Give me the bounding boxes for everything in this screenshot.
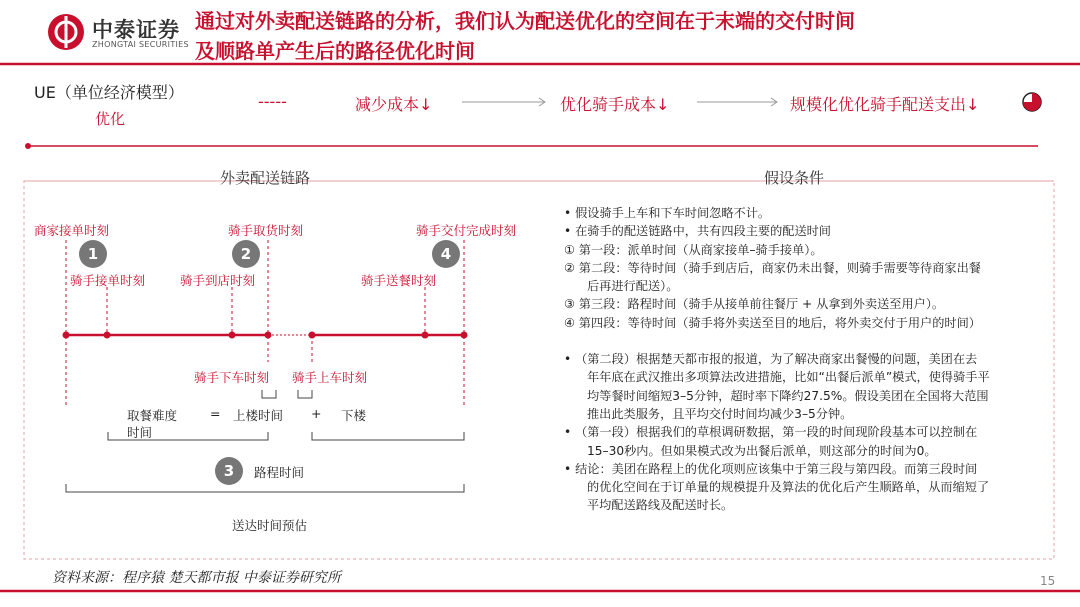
assumption-item: • 在骑手的配送链路中，共有四段主要的配送时间 xyxy=(564,224,831,239)
title-line-1: 通过对外卖配送链路的分析，我们认为配送优化的空间在于末端的交付时间 xyxy=(195,9,855,33)
eta-label: 送达时间预估 xyxy=(232,518,308,533)
flow-step-1: 减少成本↓ xyxy=(355,95,433,114)
difficulty-line-1: 取餐难度 xyxy=(127,408,178,423)
logo-text-en: ZHONGTAI SECURITIES xyxy=(92,40,189,49)
ue-divider-dot xyxy=(25,143,31,149)
assumption-item: 推出此类服务，且平均交付时间均减少3–5分钟。 xyxy=(587,406,853,421)
assumptions-list xyxy=(564,204,1044,515)
assumption-item: • （第二段）根据楚天都市报的报道，为了解决商家出餐慢的问题，美团在去 xyxy=(564,352,978,367)
label-rider-deliver: 骑手送餐时刻 xyxy=(361,273,437,288)
label-rider-off: 骑手下车时刻 xyxy=(194,370,270,385)
label-rider-on: 骑手上车时刻 xyxy=(292,370,368,385)
assumption-item: ② 第二段：等待时间（骑手到店后，商家仍未出餐，则骑手需要等待商家出餐 xyxy=(564,260,981,275)
assumption-item: • 结论：美团在路程上的优化项则应该集中于第三段与第四段。而第三段时间 xyxy=(564,461,978,476)
flow-step-3: 规模化优化骑手配送支出↓ xyxy=(790,95,980,114)
difficulty-line-2: 时间 xyxy=(127,425,153,440)
plus-sign: + xyxy=(311,406,322,421)
assumption-item: 均等餐时间缩短3–5分钟，超时率下降约27.5%。假设美团在全国将大范围 xyxy=(587,388,989,403)
logo-text-cn: 中泰证券 xyxy=(92,18,180,42)
page-title xyxy=(195,6,1065,66)
label-rider-pickup: 骑手取货时刻 xyxy=(228,223,304,238)
assumption-item: ① 第一段：派单时间（从商家接单–骑手接单）。 xyxy=(564,242,823,257)
route-time-label: 路程时间 xyxy=(254,465,305,480)
assumption-item: 的优化空间在于订单量的规模提升及算法的优化后产生顺路单，从而缩短了 xyxy=(587,480,990,495)
title-line-2: 及顺路单产生后的路径优化时间 xyxy=(195,39,475,63)
assumption-item: • （第一段）根据我们的草根调研数据，第一段的时间现阶段基本可以控制在 xyxy=(564,425,978,440)
assumption-item: 平均配送路线及配送时长。 xyxy=(587,498,734,513)
label-rider-complete: 骑手交付完成时刻 xyxy=(416,223,517,238)
step-2-badge: 2 xyxy=(232,240,260,268)
label-rider-accept: 骑手接单时刻 xyxy=(70,273,146,288)
chain-title: 外卖配送链路 xyxy=(220,169,311,187)
flow-step-2: 优化骑手成本↓ xyxy=(560,95,670,114)
assumption-item: • 假设骑手上车和下车时间忽略不计。 xyxy=(564,206,771,220)
equals-sign: = xyxy=(210,406,221,421)
step-4-badge: 4 xyxy=(432,240,460,268)
logo-icon xyxy=(46,12,86,52)
assumption-item: ③ 第三段：路程时间（骑手从接单前往餐厅 + 从拿到外卖送至用户）。 xyxy=(564,297,945,312)
assumption-item: 年年底在武汉推出多项算法改进措施，比如“出餐后派单”模式，使得骑手平 xyxy=(587,370,990,385)
page-number: 15 xyxy=(1040,574,1056,588)
source-note: 资料来源：程序猿 楚天都市报 中泰证券研究所 xyxy=(52,570,341,586)
assumption-item: ④ 第四段：等待时间（骑手将外卖送至目的地后，将外卖交付于用户的时间） xyxy=(564,315,981,330)
label-rider-arrive: 骑手到店时刻 xyxy=(180,273,256,288)
label-merchant-accept: 商家接单时刻 xyxy=(34,223,110,238)
downstairs-time: 下楼 xyxy=(341,408,367,423)
assumption-item: 15–30秒内。但如果模式改为出餐后派单，则这部分的时间为0。 xyxy=(587,443,937,458)
pie-chart-icon xyxy=(1023,93,1041,111)
step-3-badge: 3 xyxy=(215,457,243,485)
flow-dashes: ----- xyxy=(258,92,287,111)
ue-sub: 优化 xyxy=(95,110,126,128)
step-1-badge: 1 xyxy=(79,240,107,268)
ue-label: UE（单位经济模型） xyxy=(34,83,184,102)
assumption-item: 后再进行配送）。 xyxy=(587,279,679,294)
assumptions-title: 假设条件 xyxy=(764,169,825,187)
upstairs-time: 上楼时间 xyxy=(233,408,284,423)
